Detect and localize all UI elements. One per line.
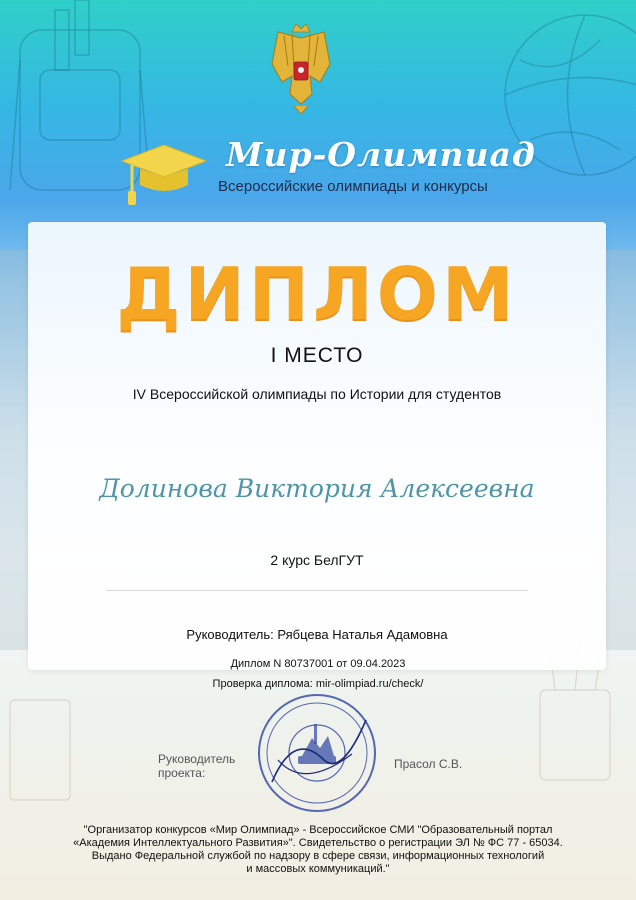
- footer-line-1: "Организатор конкурсов «Мир Олимпиад» - Всероссийское СМИ "Образовательный портал: [83, 824, 553, 836]
- supervisor-text: Руководитель: Рябцева Наталья Адамовна: [186, 627, 448, 642]
- diploma-heading: ДИПЛОМ: [116, 252, 518, 336]
- logo-title: Мир-Олимпиад: [226, 135, 536, 174]
- diploma-card: [28, 222, 606, 670]
- place-text: I МЕСТО: [270, 344, 364, 367]
- signature-label-line1: Руководитель: [158, 752, 236, 766]
- diploma-number: Диплом N 80737001 от 09.04.2023: [230, 658, 406, 670]
- seal-stamp-icon: [254, 690, 380, 816]
- russian-coat-of-arms-icon: [270, 24, 332, 116]
- signature-label: [158, 752, 235, 780]
- graduation-cap-icon: [118, 139, 210, 213]
- divider: [106, 590, 528, 591]
- logo: [118, 135, 538, 215]
- recipient-name: Долинова Виктория Алексеевна: [99, 474, 535, 503]
- logo-subtitle: Всероссийские олимпиады и конкурсы: [218, 178, 488, 195]
- footer-line-4: и массовых коммуникаций.": [246, 863, 390, 875]
- footer-text: [30, 824, 606, 876]
- olympiad-title: IV Всероссийской олимпиады по Истории для студентов: [132, 386, 502, 402]
- signature-name: Прасол С.В.: [394, 757, 463, 771]
- course-text: 2 курс БелГУТ: [270, 552, 364, 568]
- diploma-check-link[interactable]: Проверка диплома: mir-olimpiad.ru/check/: [212, 678, 424, 690]
- signature-label-line2: проекта:: [158, 766, 206, 780]
- footer-line-2: «Академия Интеллектуального Развития»". Свидетельство о регистрации ЭЛ № ФС 77 - 65034.: [73, 837, 563, 849]
- footer-line-3: Выдано Федеральной службой по надзору в сфере связи, информационных технологий: [91, 850, 545, 862]
